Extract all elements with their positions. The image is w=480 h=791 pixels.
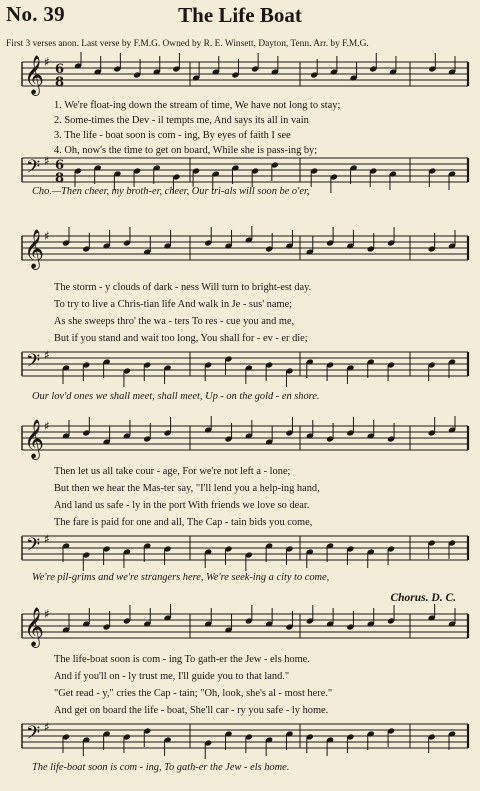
key-signature-sharp-icon: ♯: [44, 154, 50, 168]
key-signature-sharp-icon: ♯: [44, 607, 50, 621]
bass-clef-icon: 𝄢: [26, 535, 41, 560]
verse-2-line: 2. Some-times the Dev - il tempts me, And says its all in vain: [54, 115, 309, 126]
verse-3-line: And land us safe - ly in the port With friends we love so dear.: [54, 500, 310, 511]
key-signature-sharp-icon: ♯: [44, 532, 50, 546]
time-signature-bottom: 8: [55, 75, 65, 90]
bass-clef-icon: 𝄢: [26, 351, 41, 376]
bass-clef-icon: 𝄢: [26, 723, 41, 748]
verse-4-line: 4. Oh, now's the time to get on board, While she is pass-ing by;: [54, 145, 318, 156]
bass-staff: [0, 714, 480, 764]
treble-clef-icon: 𝄞: [24, 607, 45, 647]
verse-4-line: But if you stand and wait too long, You shall for - ev - er die;: [54, 333, 308, 344]
music-system-4: [0, 588, 480, 788]
verse-2-line: But then we hear the Mas-ter say, "I'll lend you a help-ing hand,: [54, 483, 320, 494]
bass-lyric-line: Cho.—Then cheer, my broth-er, cheer, Our tri-als will soon be o'er,: [32, 186, 310, 197]
time-signature-top: 6: [55, 62, 65, 77]
staff-lines: [22, 62, 468, 86]
bass-lyric-line: Our lov'd ones we shall meet, shall meet, Up - on the gold - en shore.: [32, 391, 320, 402]
music-system-1: [0, 48, 480, 200]
verse-2-line: To try to live a Chris-tian life And walk in Je - sus' name;: [54, 299, 293, 310]
bass-lyric-line: The life-boat soon is com - ing, To gath-er the Jew - els home.: [32, 762, 290, 773]
hymn-title: The Life Boat: [178, 3, 302, 27]
verse-1-line: The storm - y clouds of dark - ness Will turn to bright-est day.: [54, 282, 312, 293]
treble-clef-icon: 𝄞: [24, 229, 45, 269]
verse-1-line: Then let us all take cour - age, For we're not left a - lone;: [54, 466, 291, 477]
staff-lines: [22, 536, 468, 560]
verse-1-line: The life-boat soon is com - ing To gath-er the Jew - els home.: [54, 654, 310, 665]
treble-clef-icon: 𝄞: [24, 55, 45, 95]
key-signature-sharp-icon: ♯: [44, 55, 50, 69]
credit-line: First 3 verses anon. Last verse by F.M.G. Owned by R. E. Winsett, Dayton, Tenn. Arr. by F.M.G.: [6, 39, 369, 49]
verse-3-line: 3. The life - boat soon is com - ing, By eyes of faith I see: [54, 130, 291, 141]
hymn-number: No. 39: [6, 2, 65, 26]
staff-lines: [22, 158, 468, 182]
music-system-3: [0, 416, 480, 592]
verse-3-line: As she sweeps thro' the wa - ters To res - cue you and me,: [54, 316, 295, 327]
verse-4-line: The fare is paid for one and all, The Cap - tain bids you come,: [54, 517, 313, 528]
music-system-2: [0, 226, 480, 406]
chorus-dc-mark: Chorus. D. C.: [390, 592, 456, 604]
key-signature-sharp-icon: ♯: [44, 419, 50, 433]
key-signature-sharp-icon: ♯: [44, 720, 50, 734]
verse-4-line: And get on board the life - boat, She'll car - ry you safe - ly home.: [54, 705, 329, 716]
staff-lines: [22, 724, 468, 748]
treble-staff: [0, 226, 480, 286]
bass-staff: [0, 342, 480, 392]
bass-staff: [0, 526, 480, 576]
key-signature-sharp-icon: ♯: [44, 229, 50, 243]
treble-clef-icon: 𝄞: [24, 419, 45, 459]
key-signature-sharp-icon: ♯: [44, 348, 50, 362]
time-signature-bottom: 8: [55, 171, 65, 186]
time-signature-top: 6: [55, 158, 65, 173]
bass-clef-icon: 𝄢: [26, 157, 41, 182]
bass-lyric-line: We're pil-grims and we're strangers here, We're seek-ing a city to come,: [32, 572, 330, 583]
verse-3-line: "Get read - y," cries the Cap - tain; "Oh, look, she's al - most here.": [54, 688, 333, 699]
verse-2-line: And if you'll on - ly trust me, I'll guide you to that land.": [54, 671, 290, 682]
verse-1-line: 1. We're float-ing down the stream of time, We have not long to stay;: [54, 100, 341, 111]
